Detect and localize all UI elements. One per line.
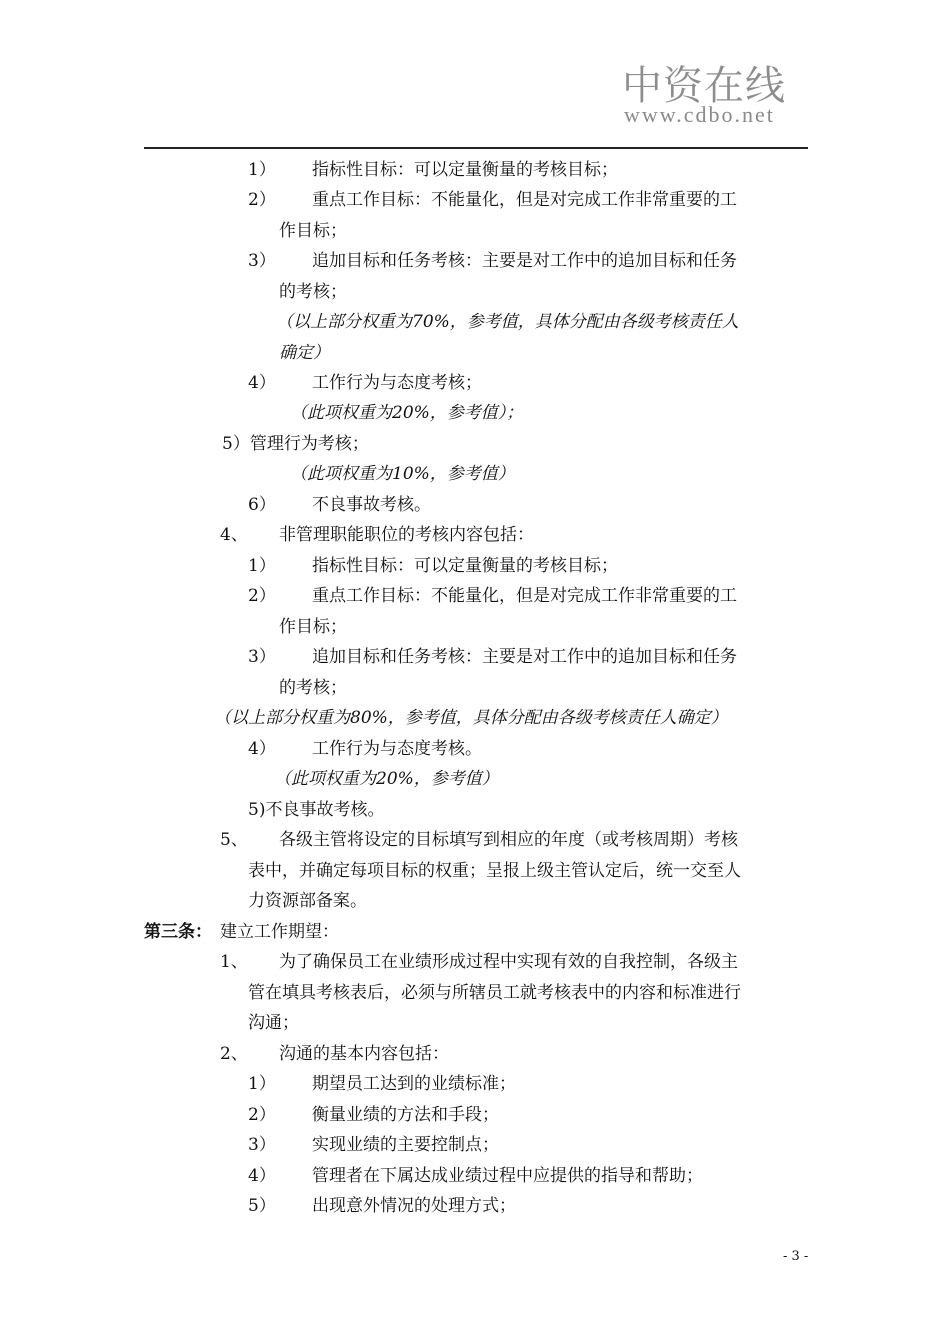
list-number: 4） bbox=[248, 373, 276, 393]
list-number: 4） bbox=[248, 739, 276, 759]
list-number: 1） bbox=[248, 556, 276, 576]
section-number: 4、 bbox=[220, 525, 248, 545]
logo-url: www.cdbo.net bbox=[624, 102, 775, 127]
list-number: 1） bbox=[248, 1074, 276, 1094]
list-number: 3） bbox=[248, 1135, 276, 1155]
weight-note-continuation: 确定） bbox=[279, 343, 330, 363]
page-number: - 3 - bbox=[783, 1249, 809, 1264]
list-item-text: 重点工作目标：不能量化，但是对完成工作非常重要的工 bbox=[312, 190, 737, 210]
list-item-text: 期望员工达到的业绩标准； bbox=[312, 1074, 516, 1094]
list-number: 6） bbox=[248, 495, 276, 515]
list-item-text: 追加目标和任务考核：主要是对工作中的追加目标和任务 bbox=[312, 647, 737, 667]
section-text: 非管理职能职位的考核内容包括： bbox=[279, 525, 534, 545]
section-text: 沟通的基本内容包括： bbox=[279, 1044, 449, 1064]
list-item-text: 5)不良事故考核。 bbox=[248, 800, 385, 820]
weight-note: （此项权重为20%，参考值） bbox=[274, 769, 499, 789]
weight-note: （以上部分权重为70%，参考值，具体分配由各级考核责任人 bbox=[276, 312, 739, 332]
list-item-text: 衡量业绩的方法和手段； bbox=[312, 1105, 499, 1125]
section-number: 1、 bbox=[220, 952, 248, 972]
list-item-continuation: 的考核； bbox=[279, 282, 347, 302]
list-item-text: 不良事故考核。 bbox=[312, 495, 431, 515]
list-number: 5） bbox=[248, 1196, 276, 1216]
weight-note: （此项权重为10%，参考值） bbox=[290, 464, 515, 484]
list-number: 2） bbox=[248, 190, 276, 210]
list-item-text: 追加目标和任务考核：主要是对工作中的追加目标和任务 bbox=[312, 251, 737, 271]
section-number: 2、 bbox=[220, 1044, 248, 1064]
article-heading: 第三条： bbox=[144, 922, 212, 942]
section-continuation: 沟通； bbox=[248, 1013, 299, 1033]
list-item-text: 实现业绩的主要控制点； bbox=[312, 1135, 499, 1155]
section-continuation: 管在填具考核表后，必须与所辖员工就考核表中的内容和标准进行 bbox=[248, 983, 741, 1003]
list-number: 2） bbox=[248, 586, 276, 606]
section-continuation: 表中，并确定每项目标的权重；呈报上级主管认定后，统一交至人 bbox=[248, 861, 741, 881]
list-item-continuation: 作目标； bbox=[279, 221, 347, 241]
list-item-text: 重点工作目标：不能量化，但是对完成工作非常重要的工 bbox=[312, 586, 737, 606]
section-text: 为了确保员工在业绩形成过程中实现有效的自我控制，各级主 bbox=[279, 952, 738, 972]
weight-note: （此项权重为20%，参考值）； bbox=[290, 403, 524, 423]
section-text: 各级主管将设定的目标填写到相应的年度（或考核周期）考核 bbox=[279, 830, 738, 850]
list-number: 2） bbox=[248, 1105, 276, 1125]
list-item-text: 工作行为与态度考核； bbox=[312, 373, 482, 393]
list-item-text: 出现意外情况的处理方式； bbox=[312, 1196, 516, 1216]
list-number: 3） bbox=[248, 647, 276, 667]
section-number: 5、 bbox=[220, 830, 248, 850]
weight-note: （以上部分权重为80%，参考值，具体分配由各级考核责任人确定） bbox=[214, 708, 728, 728]
list-item-text: 指标性目标：可以定量衡量的考核目标； bbox=[312, 556, 618, 576]
list-item-text: 管理者在下属达成业绩过程中应提供的指导和帮助； bbox=[312, 1166, 703, 1186]
list-item-continuation: 作目标； bbox=[279, 617, 347, 637]
list-item-text: 工作行为与态度考核。 bbox=[312, 739, 482, 759]
list-number: 1） bbox=[248, 160, 276, 180]
logo-text-cn: 中资在线 bbox=[622, 63, 786, 109]
list-item-continuation: 的考核； bbox=[279, 678, 347, 698]
list-number: 4） bbox=[248, 1166, 276, 1186]
list-number: 3） bbox=[248, 251, 276, 271]
list-item-text: 指标性目标：可以定量衡量的考核目标； bbox=[312, 160, 618, 180]
article-title: 建立工作期望： bbox=[220, 922, 339, 942]
header-rule bbox=[144, 147, 808, 149]
list-item-text: 5）管理行为考核； bbox=[222, 434, 369, 454]
section-continuation: 力资源部备案。 bbox=[248, 891, 367, 911]
